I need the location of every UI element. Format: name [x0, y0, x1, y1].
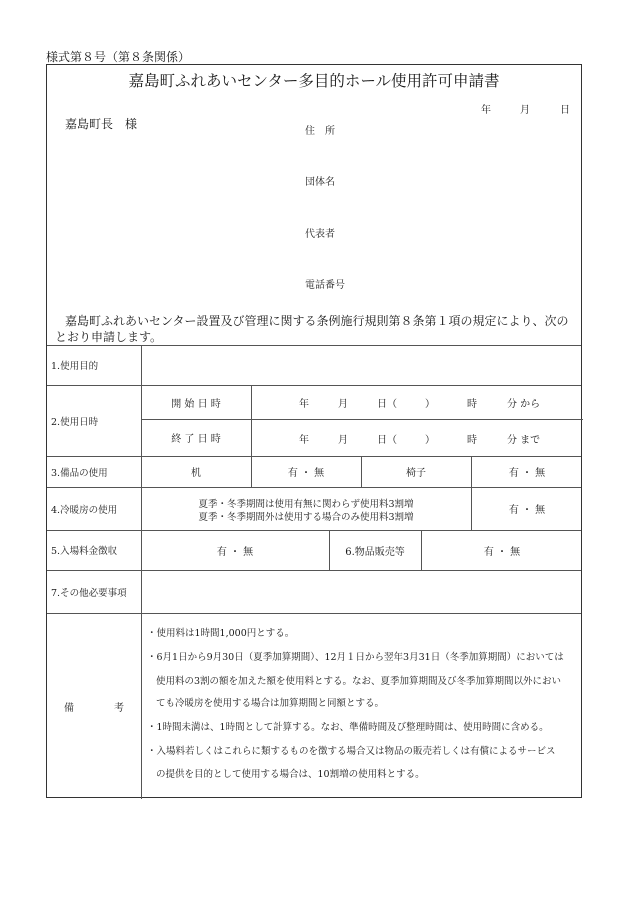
start-minute-from: 分 から — [507, 399, 541, 410]
form-code: 様式第８号（第８条関係） — [46, 50, 191, 64]
start-year-label: 年 — [299, 399, 309, 410]
sales-yes-no[interactable]: 有 ・ 無 — [483, 546, 521, 558]
admission-yes-no[interactable]: 有 ・ 無 — [216, 546, 254, 558]
row-label-remarks: 備 考 — [64, 702, 124, 714]
aircon-note-1: 夏季・冬季期間は使用有無に関わらず使用料3割増 — [198, 499, 414, 510]
start-month-label: 月 — [338, 399, 348, 410]
row-label-datetime: 2.使用日時 — [51, 416, 99, 428]
remark-line: ・1時間未満は、1時間として計算する。なお、準備時間及び整理時間は、使用時間に含める。 — [147, 722, 549, 733]
end-minute-to: 分 まで — [507, 435, 541, 446]
end-year-label: 年 — [299, 435, 309, 446]
application-form — [46, 64, 582, 798]
desk-yes-no[interactable]: 有 ・ 無 — [287, 468, 325, 479]
remark-line: ・6月1日から9月30日（夏季加算期間）、12月１日から翌年3月31日（冬季加算期間）においては — [147, 652, 564, 663]
remark-line: 使用料の3割の額を加えた額を使用料とする。なお、夏季加算期間及び冬季加算期間以外におい — [156, 676, 562, 687]
sales-label: 6.物品販売等 — [345, 546, 405, 558]
addressee: 嘉島町長 様 — [65, 117, 138, 131]
group-name-label: 団体名 — [305, 177, 335, 188]
row-label-other: 7.その他必要事項 — [51, 587, 127, 599]
remark-line: の提供を目的として使用する場合は、10割増の使用料とする。 — [156, 769, 425, 780]
start-day-close: ） — [425, 399, 435, 410]
representative-label: 代表者 — [305, 229, 335, 240]
end-hour-label: 時 — [467, 435, 477, 446]
start-day-open: 日（ — [377, 399, 397, 410]
chair-yes-no[interactable]: 有 ・ 無 — [508, 468, 546, 479]
end-month-label: 月 — [338, 435, 348, 446]
row-label-aircon: 4.冷暖房の使用 — [51, 504, 118, 516]
end-day-close: ） — [425, 435, 435, 446]
row-label-admission: 5.入場料金徴収 — [51, 546, 118, 557]
declaration-text: 嘉島町ふれあいセンター設置及び管理に関する条例施行規則第８条第１項の規定により、次のとおり申請します。 — [55, 314, 569, 344]
date-year-label: 年 — [481, 105, 491, 116]
start-hour-label: 時 — [467, 399, 477, 410]
date-day-label: 日 — [560, 105, 570, 116]
address-label: 住 所 — [305, 126, 335, 137]
start-datetime-label: 開 始 日 時 — [171, 398, 221, 410]
date-month-label: 月 — [520, 105, 530, 116]
form-title: 嘉島町ふれあいセンター多目的ホール使用許可申請書 — [128, 72, 500, 90]
aircon-yes-no[interactable]: 有 ・ 無 — [508, 505, 546, 516]
remark-line: ・使用料は1時間1,000円とする。 — [147, 628, 295, 639]
aircon-note-2: 夏季・冬季期間外は使用する場合のみ使用料3割増 — [198, 512, 414, 523]
row-label-equipment: 3.備品の使用 — [51, 467, 108, 479]
remark-line: ・入場料若しくはこれらに類するものを徴する場合又は物品の販売若しくは有償によるサービス — [147, 746, 556, 757]
end-day-open: 日（ — [377, 435, 397, 446]
phone-label: 電話番号 — [305, 280, 345, 291]
remark-line: ても冷暖房を使用する場合は加算期間と同額とする。 — [156, 698, 385, 709]
desk-label: 机 — [191, 468, 201, 479]
end-datetime-label: 終 了 日 時 — [171, 434, 221, 445]
row-label-purpose: 1.使用目的 — [51, 361, 99, 372]
chair-label: 椅子 — [406, 468, 426, 479]
